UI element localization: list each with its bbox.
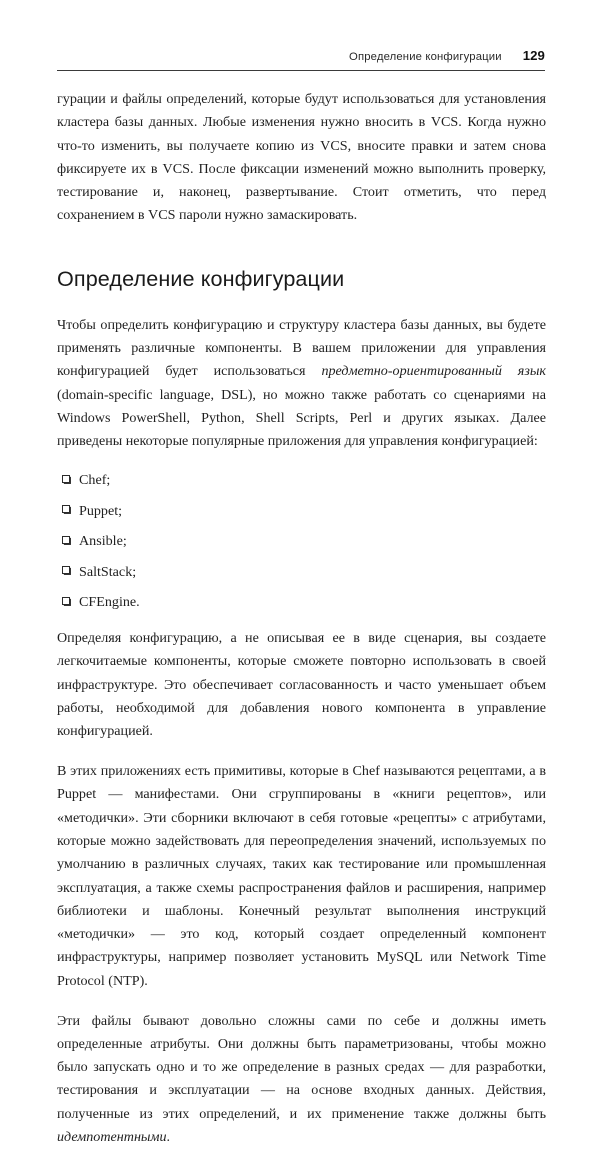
hollow-square-bullet-icon <box>62 505 70 513</box>
running-head-title: Определение конфигурации <box>349 51 502 63</box>
hollow-square-bullet-icon <box>62 597 70 605</box>
list-item <box>57 562 546 583</box>
emphasis-domain-specific-language: предметно-ориентированный язык <box>321 363 546 380</box>
hollow-square-bullet-icon <box>62 475 70 483</box>
text-column <box>57 88 546 1149</box>
page-number: 129 <box>522 48 545 63</box>
list-item-label: CFEngine. <box>79 594 140 611</box>
list-item-label: Ansible; <box>79 533 127 550</box>
paragraph-final-part2: . <box>166 1129 171 1145</box>
section-heading-block <box>57 266 546 292</box>
paragraph-after-heading-part2: (domain-specific language, DSL), но можно также работать со сценариями на Windows PowerShell, Python, Shell Scripts, Perl и других языках. Далее приведены некоторые популярные приложения для управления конфигурацией: <box>57 386 546 450</box>
hollow-square-bullet-icon <box>62 566 70 574</box>
paragraph-after-heading-part1: Чтобы определить конфигурацию и структуру кластера базы данных, вы будете применять различные компоненты. В вашем приложении для управления конфигурацией будет использоваться <box>57 316 546 380</box>
paragraph-final-part1: Эти файлы бывают довольно сложны сами по себе и должны иметь определенные атрибуты. Они должны быть параметризованы, чтобы можно было запускать одно и то же определение в разных средах — для разработки, тестирования и эксплуатации — на основе входных данных. Действия, полученные из этих определений, и их применение также должны быть <box>57 1012 546 1122</box>
config-tools-list <box>57 470 546 613</box>
list-item <box>57 531 546 552</box>
list-item <box>57 592 546 613</box>
hollow-square-bullet-icon <box>62 536 70 544</box>
paragraph-primitives: В этих приложениях есть примитивы, которые в Chef называются рецептами, а в Puppet — манифестами. Они сгруппированы в «книги рецептов», или «методички». Эти сборники включают в себя готовые «рецепты» с атрибутами, которые можно задействовать для переопределения значений, используемых по умолчанию в различных случаях, таких как тестирование или промышленная эксплуатация, а также схемы распространения файлов и расширения, например библиотеки и шаблоны. Конечный результат выполнения инструкций «методички» — это код, который создает определенный компонент инфраструктуры, например позволяет установить MySQL или Network Time Protocol (NTP). <box>57 763 546 989</box>
header-divider-rule <box>57 70 545 71</box>
list-item <box>57 501 546 522</box>
paragraph-final <box>57 1010 546 1149</box>
paragraph-after-list: Определяя конфигурацию, а не описывая ее в виде сценария, вы создаете легкочитаемые компоненты, которые сможете повторно использовать в своей инфраструктуре. Это обеспечивает согласованность и часто уменьшает объем работы, необходимой для добавления нового компонента в управление конфигурацией. <box>57 630 546 740</box>
list-item <box>57 470 546 491</box>
list-item-label: SaltStack; <box>79 563 137 580</box>
paragraph-after-heading <box>57 314 546 454</box>
running-head <box>57 48 545 68</box>
list-item-label: Puppet; <box>79 502 123 519</box>
section-heading: Определение конфигурации <box>57 265 345 291</box>
emphasis-idempotent: идемпотентными <box>57 1129 167 1145</box>
list-item-label: Chef; <box>79 472 111 489</box>
paragraph-intro-continued: гурации и файлы определений, которые будут использоваться для установления кластера базы данных. Любые изменения нужно вносить в VCS. Когда нужно что-то изменить, вы получаете копию из VCS, вносите правки и затем снова фиксируете их в VCS. После фиксации изменений можно выполнить проверку, тестирование и, наконец, развертывание. Стоит отметить, что перед сохранением в VCS пароли нужно замаскировать. <box>57 91 546 224</box>
